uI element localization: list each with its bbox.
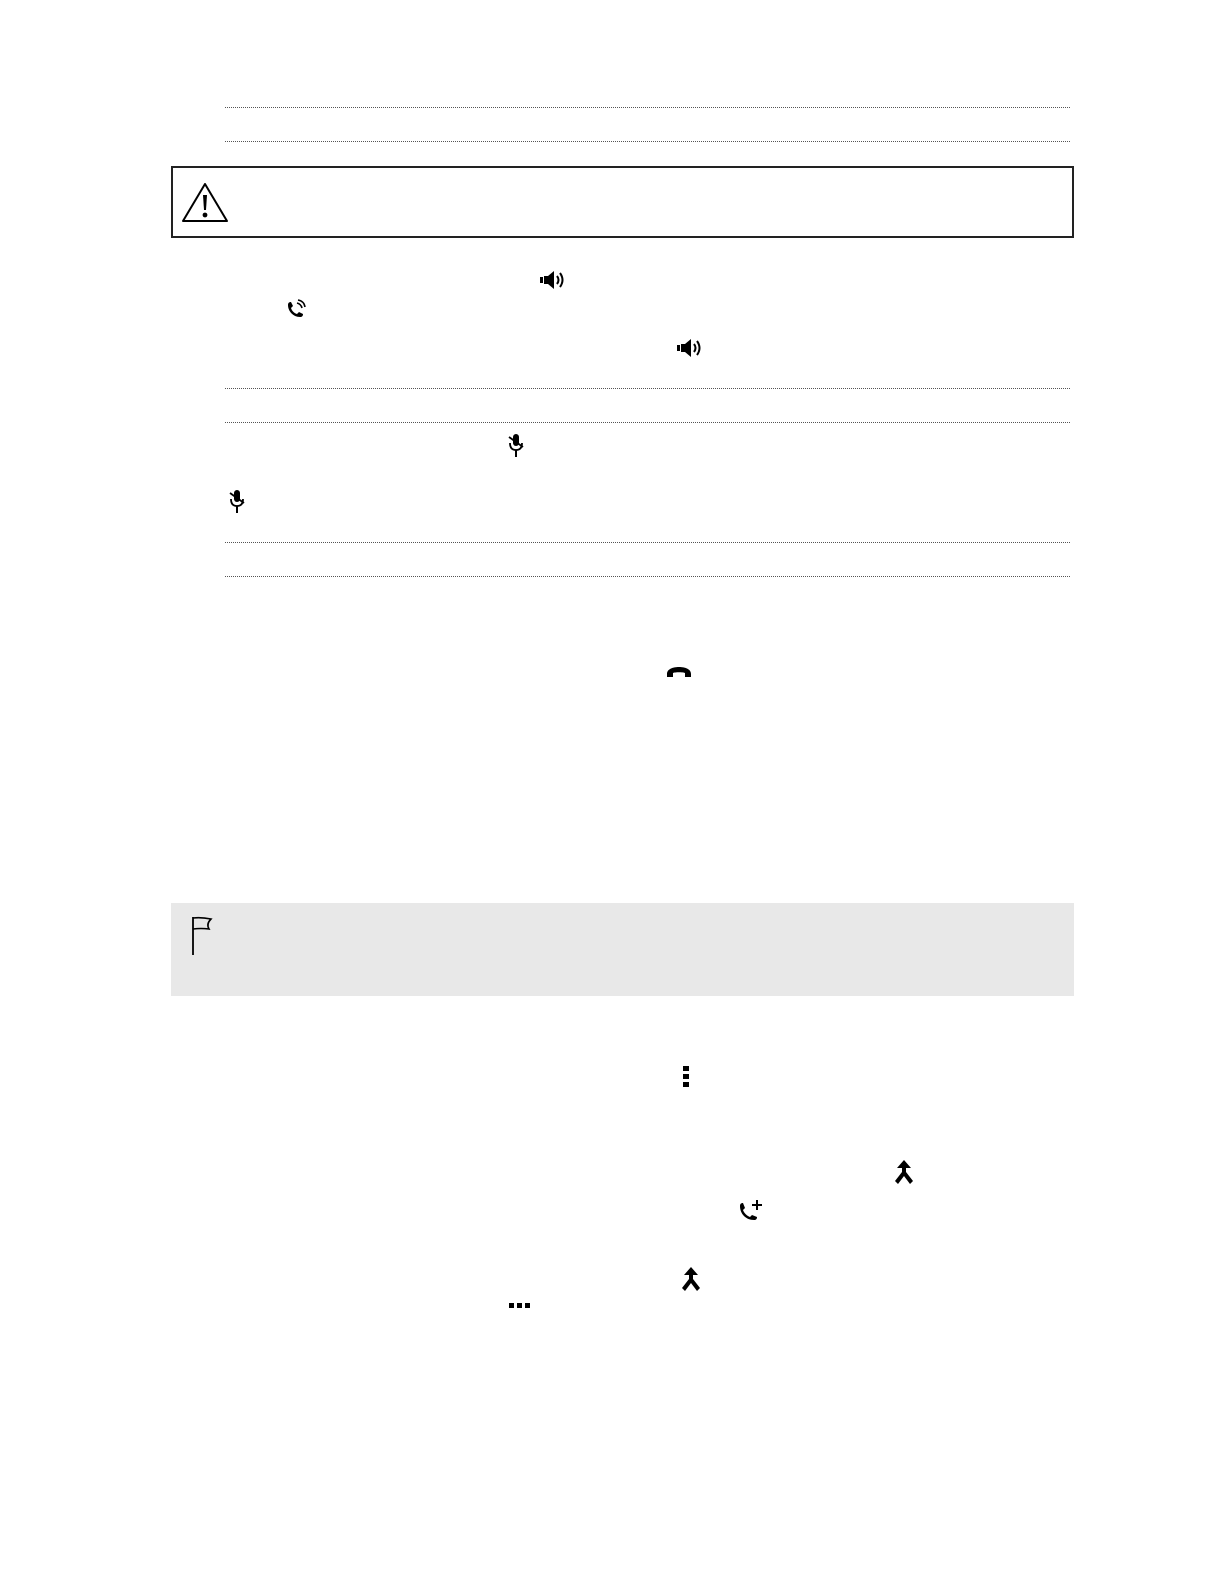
divider: [225, 542, 1070, 543]
more-horizontal-icon: [508, 1302, 532, 1310]
divider: [225, 422, 1070, 423]
phone-ringing-icon: [285, 299, 307, 321]
merge-calls-icon: [894, 1159, 914, 1185]
add-call-icon: [738, 1198, 766, 1226]
warning-triangle-icon: [181, 182, 229, 224]
more-vertical-icon: [681, 1065, 691, 1089]
divider: [225, 141, 1070, 142]
mute-microphone-icon: [228, 489, 246, 515]
speaker-icon: [539, 270, 567, 290]
flag-icon: [189, 915, 215, 957]
divider: [225, 388, 1070, 389]
warning-box: [171, 166, 1074, 238]
end-call-icon: [665, 665, 693, 679]
divider: [225, 107, 1070, 108]
merge-calls-icon: [681, 1266, 701, 1292]
mute-microphone-icon: [507, 433, 525, 459]
divider: [225, 576, 1070, 577]
note-box: [171, 903, 1074, 996]
speaker-icon: [676, 338, 704, 358]
